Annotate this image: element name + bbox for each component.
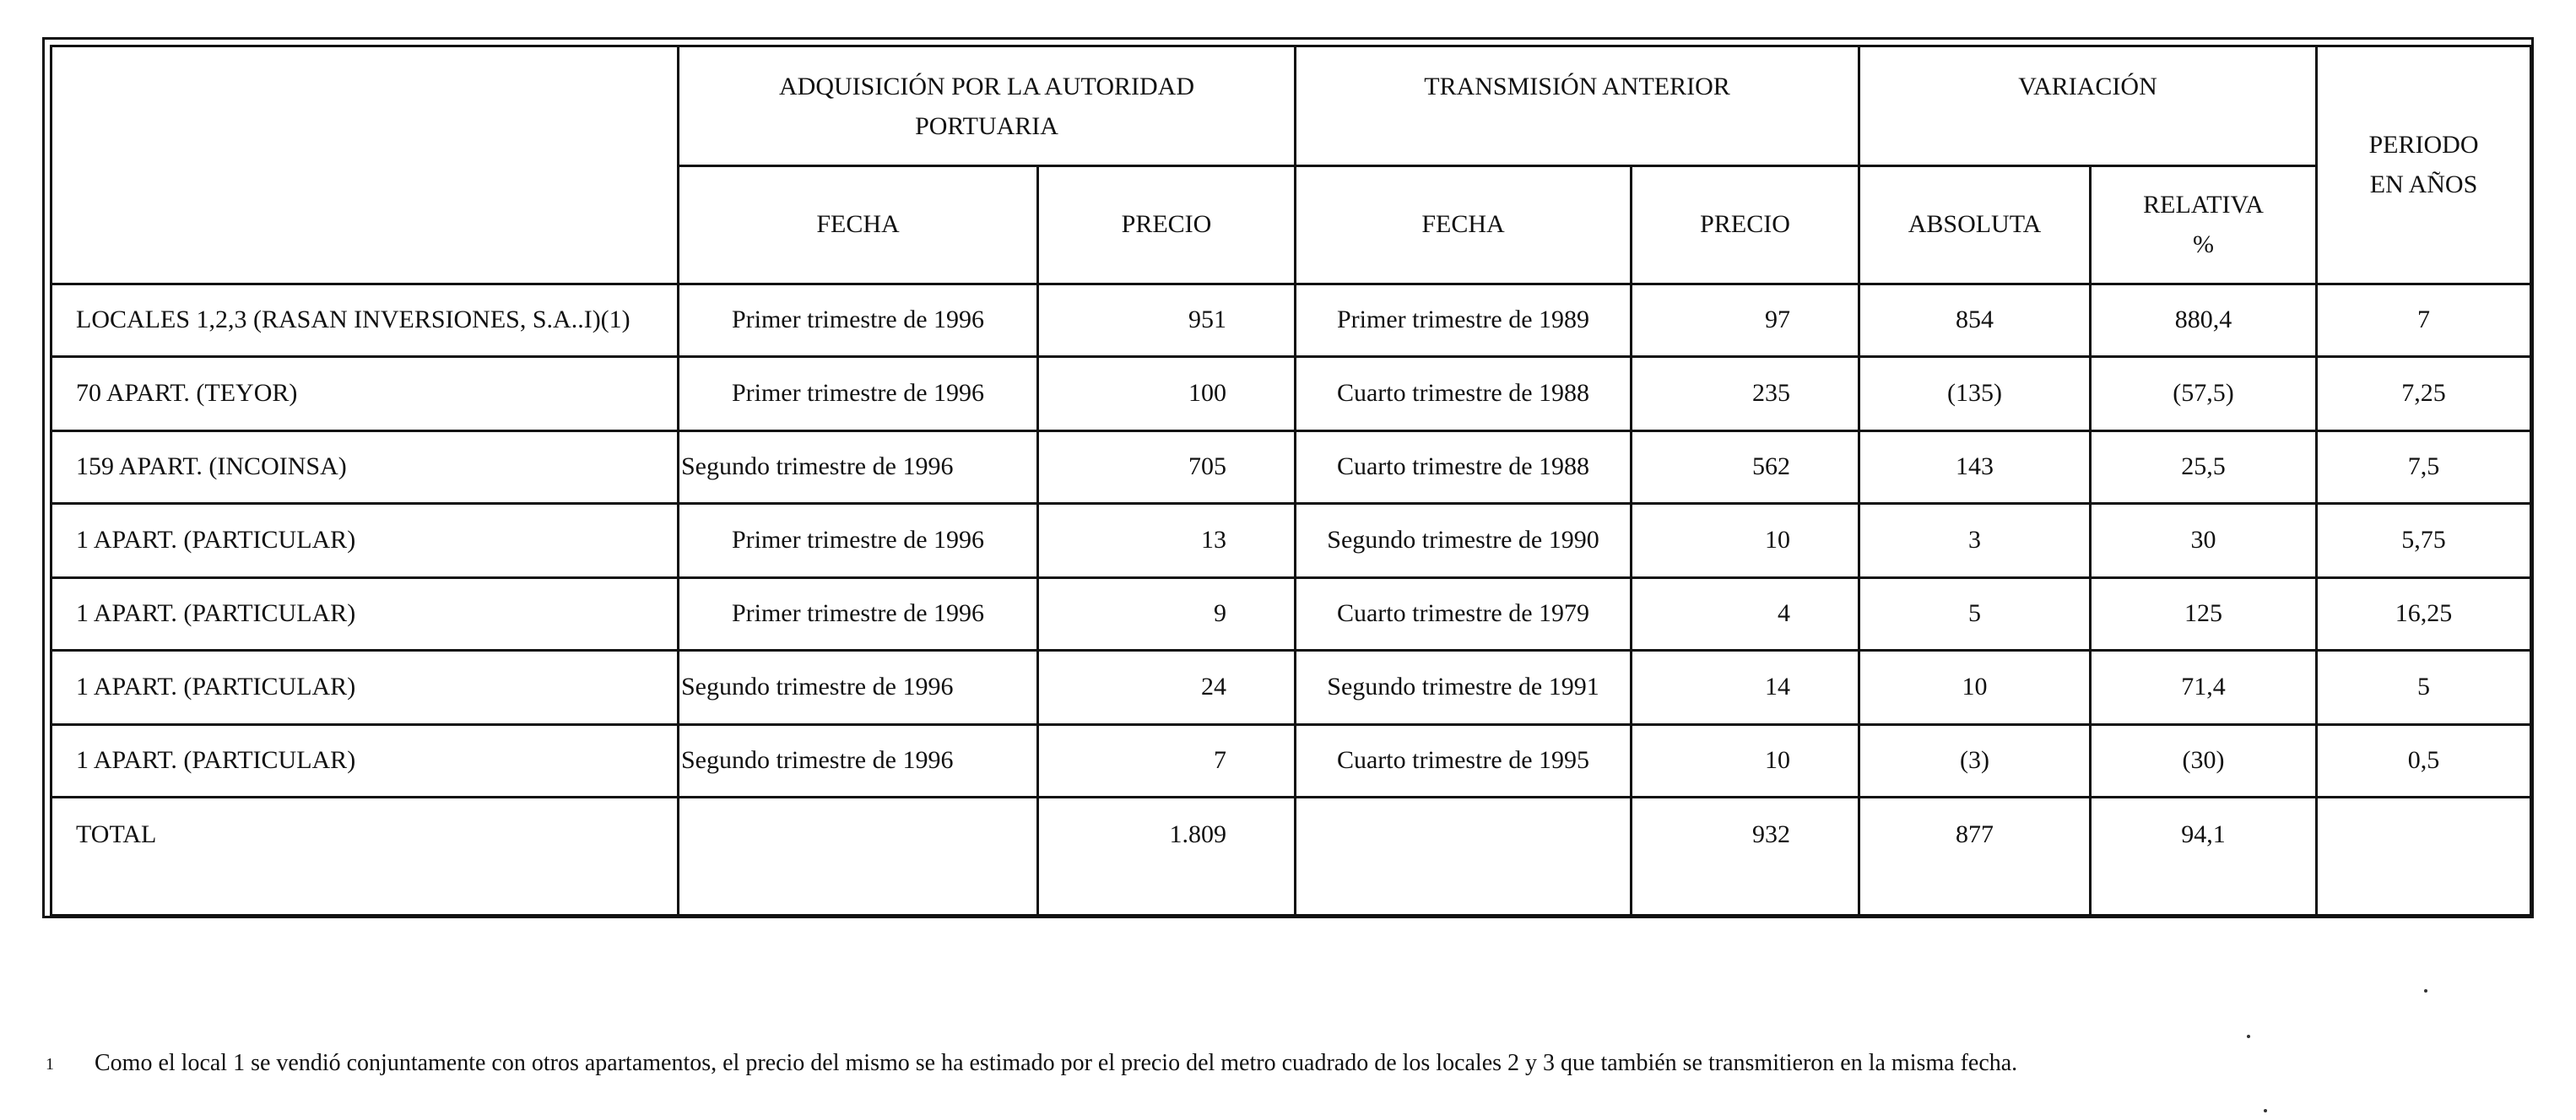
relativa-cell: 30 (2091, 504, 2317, 578)
total-relativa-cell: 94,1 (2091, 798, 2317, 916)
absoluta-cell: (3) (1859, 725, 2091, 798)
table-row (51, 504, 2531, 578)
trans-fecha-cell: Segundo trimestre de 1991 (1296, 651, 1632, 725)
trans-precio-cell: 562 (1632, 431, 1859, 504)
periodo-cell: 7,25 (2317, 357, 2531, 431)
trans-precio-cell: 97 (1632, 284, 1859, 357)
total-label: TOTAL (51, 798, 679, 916)
total-adq-fecha-cell (679, 798, 1038, 916)
adq-fecha-cell: Segundo trimestre de 1996 (679, 725, 1038, 798)
row-label: 159 APART. (INCOINSA) (51, 431, 679, 504)
relativa-cell: 125 (2091, 578, 2317, 651)
periodo-cell: 7,5 (2317, 431, 2531, 504)
absoluta-cell: 3 (1859, 504, 2091, 578)
periodo-cell: 5,75 (2317, 504, 2531, 578)
absoluta-cell: 10 (1859, 651, 2091, 725)
table-row (51, 431, 2531, 504)
trans-fecha-cell: Cuarto trimestre de 1988 (1296, 431, 1632, 504)
header-relativa (2091, 166, 2317, 284)
trans-precio-cell: 10 (1632, 725, 1859, 798)
trans-precio-cell: 14 (1632, 651, 1859, 725)
periodo-cell: 0,5 (2317, 725, 2531, 798)
relativa-cell: (30) (2091, 725, 2317, 798)
trans-precio-cell: 235 (1632, 357, 1859, 431)
row-label: 1 APART. (PARTICULAR) (51, 651, 679, 725)
trans-fecha-cell: Primer trimestre de 1989 (1296, 284, 1632, 357)
adq-fecha-cell: Primer trimestre de 1996 (679, 284, 1038, 357)
absoluta-cell: (135) (1859, 357, 2091, 431)
scan-speck (2247, 1035, 2250, 1038)
trans-fecha-cell: Cuarto trimestre de 1988 (1296, 357, 1632, 431)
scan-speck (2264, 1109, 2267, 1112)
relativa-cell: (57,5) (2091, 357, 2317, 431)
trans-fecha-cell: Cuarto trimestre de 1995 (1296, 725, 1632, 798)
total-absoluta-cell: 877 (1859, 798, 2091, 916)
adq-fecha-cell: Segundo trimestre de 1996 (679, 431, 1038, 504)
adq-fecha-cell: Primer trimestre de 1996 (679, 357, 1038, 431)
adq-fecha-cell: Primer trimestre de 1996 (679, 504, 1038, 578)
header-adquisicion: ADQUISICIÓN POR LA AUTORIDAD PORTUARIA (679, 46, 1296, 166)
adq-precio-cell: 24 (1038, 651, 1296, 725)
trans-precio-cell: 10 (1632, 504, 1859, 578)
adq-precio-cell: 100 (1038, 357, 1296, 431)
adq-fecha-cell: Segundo trimestre de 1996 (679, 651, 1038, 725)
adq-precio-cell: 9 (1038, 578, 1296, 651)
absoluta-cell: 143 (1859, 431, 2091, 504)
header-trans-precio: PRECIO (1632, 166, 1859, 284)
total-trans-precio-cell: 932 (1632, 798, 1859, 916)
table-frame (42, 37, 2534, 918)
relativa-cell: 880,4 (2091, 284, 2317, 357)
total-row (51, 798, 2531, 916)
row-label: LOCALES 1,2,3 (RASAN INVERSIONES, S.A..I)(1) (51, 284, 679, 357)
header-relativa-label: RELATIVA (2143, 191, 2264, 219)
periodo-cell: 7 (2317, 284, 2531, 357)
adq-precio-cell: 7 (1038, 725, 1296, 798)
header-trans-fecha: FECHA (1296, 166, 1632, 284)
absoluta-cell: 5 (1859, 578, 2091, 651)
table-row (51, 578, 2531, 651)
trans-fecha-cell: Cuarto trimestre de 1979 (1296, 578, 1632, 651)
header-relativa-unit: % (2193, 230, 2215, 258)
header-adq-fecha: FECHA (679, 166, 1038, 284)
table-row (51, 725, 2531, 798)
trans-fecha-cell: Segundo trimestre de 1990 (1296, 504, 1632, 578)
header-row-1 (51, 46, 2531, 166)
relativa-cell: 25,5 (2091, 431, 2317, 504)
row-label: 1 APART. (PARTICULAR) (51, 504, 679, 578)
total-trans-fecha-cell (1296, 798, 1632, 916)
adq-precio-cell: 951 (1038, 284, 1296, 357)
absoluta-cell: 854 (1859, 284, 2091, 357)
total-adq-precio-cell: 1.809 (1038, 798, 1296, 916)
footnote (46, 1050, 2017, 1077)
header-empty-cell (51, 46, 679, 284)
periodo-cell: 5 (2317, 651, 2531, 725)
periodo-cell: 16,25 (2317, 578, 2531, 651)
table-row (51, 284, 2531, 357)
trans-precio-cell: 4 (1632, 578, 1859, 651)
header-periodo: PERIODO EN AÑOS (2317, 46, 2531, 284)
scan-speck (2424, 989, 2427, 993)
footnote-text: Como el local 1 se vendió conjuntamente con otros apartamentos, el precio del mismo se ha estimado por el precio del metro cuadrado de los locales 2 y 3 que también se transmitieron en la misma fecha. (95, 1050, 2018, 1076)
adq-fecha-cell: Primer trimestre de 1996 (679, 578, 1038, 651)
adq-precio-cell: 705 (1038, 431, 1296, 504)
row-label: 1 APART. (PARTICULAR) (51, 578, 679, 651)
row-label: 70 APART. (TEYOR) (51, 357, 679, 431)
header-variacion: VARIACIÓN (1859, 46, 2317, 166)
table-row (51, 357, 2531, 431)
table-body (51, 284, 2531, 916)
relativa-cell: 71,4 (2091, 651, 2317, 725)
row-label: 1 APART. (PARTICULAR) (51, 725, 679, 798)
adq-precio-cell: 13 (1038, 504, 1296, 578)
header-absoluta: ABSOLUTA (1859, 166, 2091, 284)
header-transmision-anterior: TRANSMISIÓN ANTERIOR (1296, 46, 1859, 166)
table-row (51, 651, 2531, 725)
header-adq-precio: PRECIO (1038, 166, 1296, 284)
footnote-mark: 1 (46, 1055, 54, 1074)
price-variation-table (50, 45, 2532, 917)
total-periodo-cell (2317, 798, 2531, 916)
